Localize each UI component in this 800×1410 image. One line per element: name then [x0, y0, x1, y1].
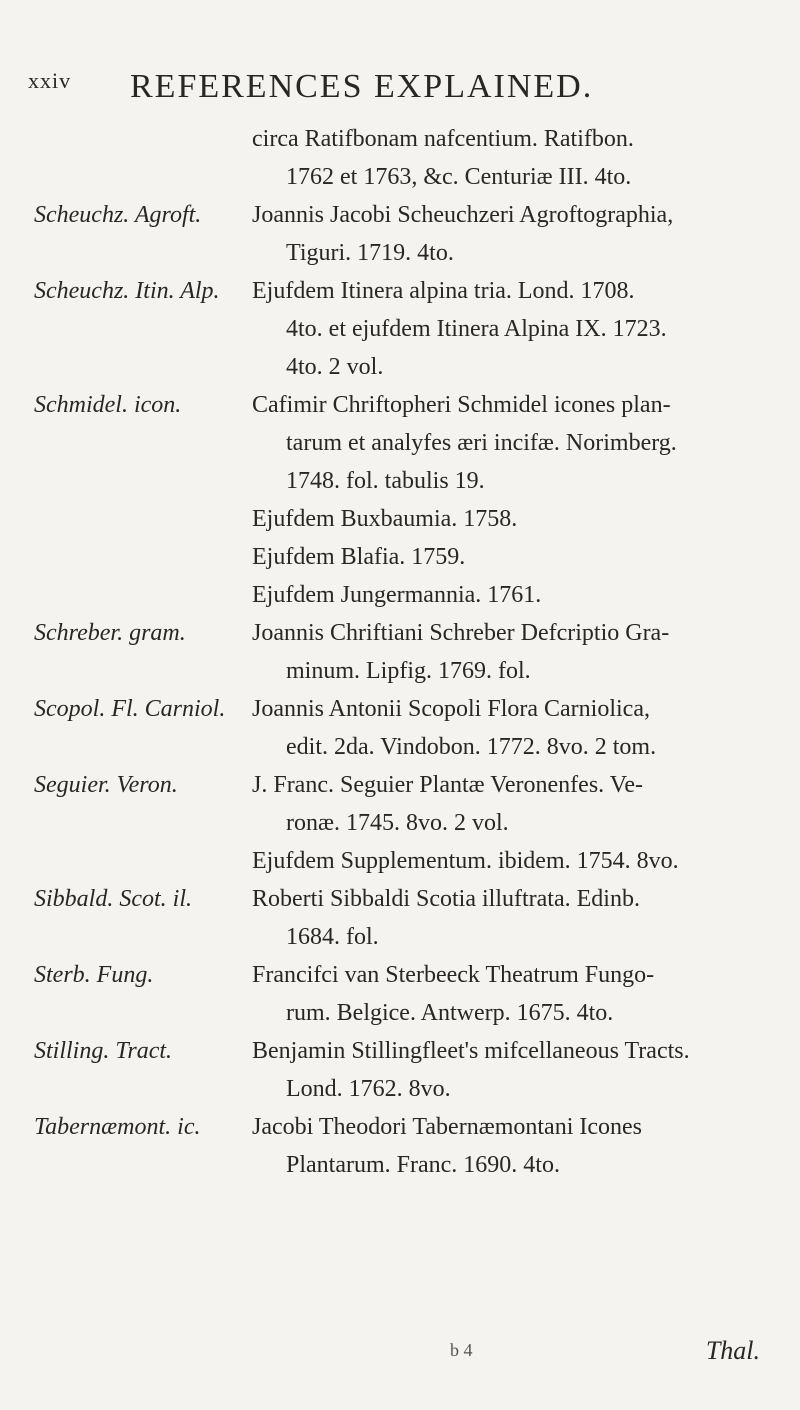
reference-abbreviation: Scheuchz. Agroft. [34, 202, 202, 228]
citation-line: Plantarum. Franc. 1690. 4to. [286, 1152, 560, 1178]
reference-citation [252, 272, 772, 386]
reference-entry [0, 1108, 800, 1184]
citation-line: ronæ. 1745. 8vo. 2 vol. [286, 810, 509, 836]
reference-entry [0, 538, 800, 576]
reference-abbreviation: Tabernæmont. ic. [34, 1114, 201, 1140]
reference-entry [0, 120, 800, 196]
reference-citation [252, 500, 772, 538]
citation-line: minum. Lipfig. 1769. fol. [286, 658, 531, 684]
reference-citation [252, 1032, 772, 1108]
reference-abbreviation: Stilling. Tract. [34, 1038, 173, 1064]
reference-citation [252, 576, 772, 614]
reference-abbreviation: Schreber. gram. [34, 620, 186, 646]
reference-entry [0, 386, 800, 500]
reference-abbreviation: Sterb. Fung. [34, 962, 154, 988]
citation-line: edit. 2da. Vindobon. 1772. 8vo. 2 tom. [286, 734, 657, 760]
signature-mark: b 4 [450, 1340, 473, 1360]
citation-line: tarum et analyfes æri incifæ. Norimberg. [286, 430, 677, 456]
citation-line: Joannis Antonii Scopoli Flora Carniolica, [252, 696, 650, 722]
citation-line: Ejufdem Itinera alpina tria. Lond. 1708. [252, 278, 635, 304]
citation-line: Ejufdem Jungermannia. 1761. [252, 582, 542, 608]
citation-line: 1684. fol. [286, 924, 379, 950]
reference-entry [0, 690, 800, 766]
reference-abbreviation: Schmidel. icon. [34, 392, 182, 418]
reference-abbreviation: Scopol. Fl. Carniol. [34, 696, 226, 722]
reference-list [0, 120, 800, 1184]
reference-citation [252, 196, 772, 272]
reference-entry [0, 196, 800, 272]
reference-citation [252, 1108, 772, 1184]
citation-line: Jacobi Theodori Tabernæmontani Icones [252, 1114, 642, 1140]
reference-entry [0, 500, 800, 538]
reference-citation [252, 956, 772, 1032]
reference-entry [0, 614, 800, 690]
reference-citation [252, 880, 772, 956]
citation-line: 1762 et 1763, &c. Centuriæ III. 4to. [286, 164, 632, 190]
reference-citation [252, 386, 772, 500]
running-title: REFERENCES EXPLAINED. [130, 68, 594, 105]
reference-citation [252, 690, 772, 766]
citation-line: 4to. et ejufdem Itinera Alpina IX. 1723. [286, 316, 667, 342]
reference-entry [0, 842, 800, 880]
reference-citation [252, 842, 772, 880]
citation-line: Ejufdem Supplementum. ibidem. 1754. 8vo. [252, 848, 679, 874]
citation-line: 4to. 2 vol. [286, 354, 384, 380]
reference-abbreviation: Sibbald. Scot. il. [34, 886, 192, 912]
citation-line: Ejufdem Buxbaumia. 1758. [252, 506, 518, 532]
citation-line: Francifci van Sterbeeck Theatrum Fungo- [252, 962, 655, 988]
citation-line: Lond. 1762. 8vo. [286, 1076, 451, 1102]
reference-citation [252, 766, 772, 842]
reference-entry [0, 766, 800, 842]
reference-abbreviation: Seguier. Veron. [34, 772, 178, 798]
citation-line: Joannis Chriftiani Schreber Defcriptio Gra- [252, 620, 670, 646]
citation-line: Ejufdem Blafia. 1759. [252, 544, 466, 570]
reference-entry [0, 880, 800, 956]
citation-line: J. Franc. Seguier Plantæ Veronenfes. Ve- [252, 772, 644, 798]
citation-line: 1748. fol. tabulis 19. [286, 468, 485, 494]
reference-entry [0, 956, 800, 1032]
reference-citation [252, 538, 772, 576]
reference-entry [0, 1032, 800, 1108]
catchword: Thal. [705, 1336, 760, 1365]
citation-line: Tiguri. 1719. 4to. [286, 240, 454, 266]
page-header [28, 68, 788, 108]
citation-line: circa Ratifbonam nafcentium. Ratifbon. [252, 126, 634, 152]
reference-citation [252, 614, 772, 690]
citation-line: Joannis Jacobi Scheuchzeri Agroftographia, [252, 202, 674, 228]
citation-line: Benjamin Stillingfleet's mifcellaneous Tracts. [252, 1038, 690, 1064]
reference-entry [0, 272, 800, 386]
citation-line: Roberti Sibbaldi Scotia illuftrata. Edinb. [252, 886, 640, 912]
citation-line: rum. Belgice. Antwerp. 1675. 4to. [286, 1000, 614, 1026]
page-number: xxiv [28, 68, 72, 93]
reference-entry [0, 576, 800, 614]
citation-line: Cafimir Chriftopheri Schmidel icones plan- [252, 392, 671, 418]
reference-abbreviation: Scheuchz. Itin. Alp. [34, 278, 220, 304]
reference-citation [252, 120, 772, 196]
